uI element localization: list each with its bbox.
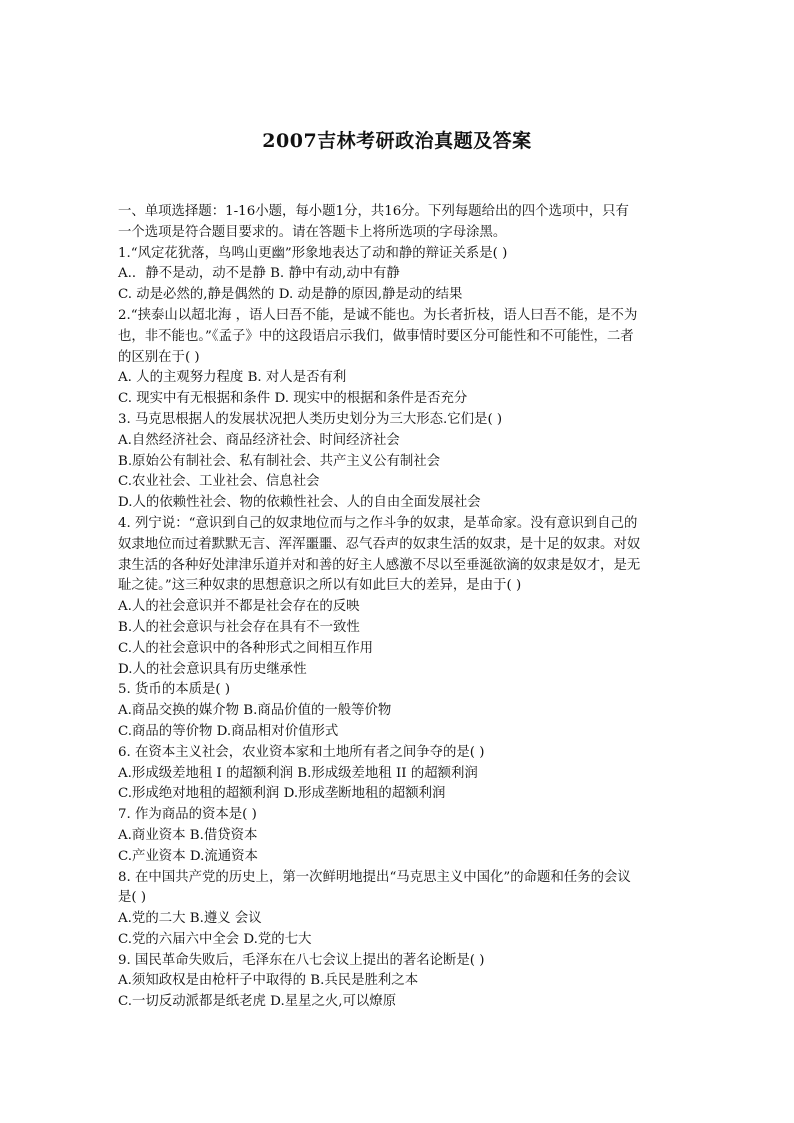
text-line: A.须知政权是由枪杆子中取得的 B.兵民是胜利之本 xyxy=(118,973,419,989)
text-line: 8. 在中国共产党的历史上，第一次鲜明地提出“马克思主义中国化”的命题和任务的会议 xyxy=(118,869,631,885)
text-line: C.党的六届六中全会 D.党的七大 xyxy=(118,931,312,947)
text-line: C.农业社会、工业社会、信息社会 xyxy=(118,474,320,490)
text-line: A.．静不是动，动不是静 B. 静中有动,动中有静 xyxy=(118,266,400,282)
text-line: 一个选项是符合题目要求的。请在答题卡上将所选项的字母涂黑。 xyxy=(118,224,507,240)
text-line: 9. 国民革命失败后，毛泽东在八七会议上提出的著名论断是( ) xyxy=(118,952,485,968)
text-line: D.人的依赖性社会、物的依赖性社会、人的自由全面发展社会 xyxy=(118,495,481,511)
text-line: 4. 列宁说：“意识到自己的奴隶地位而与之作斗争的奴隶，是革命家。没有意识到自己的 xyxy=(118,515,638,531)
text-line: B.原始公有制社会、私有制社会、共产主义公有制社会 xyxy=(118,453,441,469)
document-title: 2007吉林考研政治真题及答案 xyxy=(262,130,532,152)
text-line: C.产业资本 D.流通资本 xyxy=(118,848,258,864)
document-body xyxy=(118,202,678,1013)
text-line: 2.“挟泰山以超北海 ，语人曰吾不能，是诚不能也。为长者折枝，语人曰吾不能，是不为 xyxy=(118,307,638,323)
text-line: 隶生活的各种好处津津乐道并对和善的好主人感激不尽以至垂涎欲滴的奴隶是奴才，是无 xyxy=(118,557,641,573)
text-line: 5. 货币的本质是( ) xyxy=(118,682,231,698)
text-line: A.自然经济社会、商品经济社会、时间经济社会 xyxy=(118,432,400,448)
text-line: 3. 马克思根据人的发展状况把人类历史划分为三大形态.它们是( ) xyxy=(118,411,503,427)
text-line: 的区别在于( ) xyxy=(118,349,200,365)
text-line: 一、单项选择题：1-16小题，每小题1分，共16分。下列每题给出的四个选项中，只有 xyxy=(118,204,629,219)
text-line: A.商品交换的媒介物 B.商品价值的一般等价物 xyxy=(118,703,392,719)
text-line: C. 动是必然的,静是偶然的 D. 动是静的原因,静是动的结果 xyxy=(118,287,463,303)
text-line: A.人的社会意识并不都是社会存在的反映 xyxy=(118,599,360,615)
text-line: C.人的社会意识中的各种形式之间相互作用 xyxy=(118,640,374,656)
text-line: C.一切反动派都是纸老虎 D.星星之火,可以燎原 xyxy=(118,994,397,1010)
text-line: A.商业资本 B.借贷资本 xyxy=(118,827,258,843)
text-line: C.形成绝对地租的超额利润 D.形成垄断地租的超额利润 xyxy=(118,786,446,802)
text-line: 也，非不能也。”《孟子》中的这段语启示我们，做事情时要区分可能性和不可能性，二者 xyxy=(118,328,634,344)
text-line: D.人的社会意识具有历史继承性 xyxy=(118,661,307,677)
text-line: 奴隶地位而过着默默无言、浑浑噩噩、忍气吞声的奴隶生活的奴隶，是十足的奴隶。对奴 xyxy=(118,536,641,552)
text-line: C.商品的等价物 D.商品相对价值形式 xyxy=(118,723,339,739)
text-line: A. 人的主观努力程度 B. 对人是否有利 xyxy=(118,370,347,386)
text-line: A.党的二大 B.遵义 会议 xyxy=(118,911,262,927)
text-line: 7. 作为商品的资本是( ) xyxy=(118,807,257,823)
text-line: C. 现实中有无根据和条件 D. 现实中的根据和条件是否充分 xyxy=(118,391,468,407)
text-line: 是( ) xyxy=(118,890,147,906)
text-line: 1.“风定花犹落，鸟鸣山更幽”形象地表达了动和静的辩证关系是( ) xyxy=(118,245,508,261)
text-line: A.形成级差地租 I 的超额利润 B.形成级差地租 II 的超额利润 xyxy=(118,765,478,781)
text-line: B.人的社会意识与社会存在具有不一致性 xyxy=(118,619,360,635)
text-line: 耻之徒。”这三种奴隶的思想意识之所以有如此巨大的差异，是由于( ) xyxy=(118,578,522,594)
text-line: 6. 在资本主义社会，农业资本家和土地所有者之间争夺的是( ) xyxy=(118,744,485,760)
